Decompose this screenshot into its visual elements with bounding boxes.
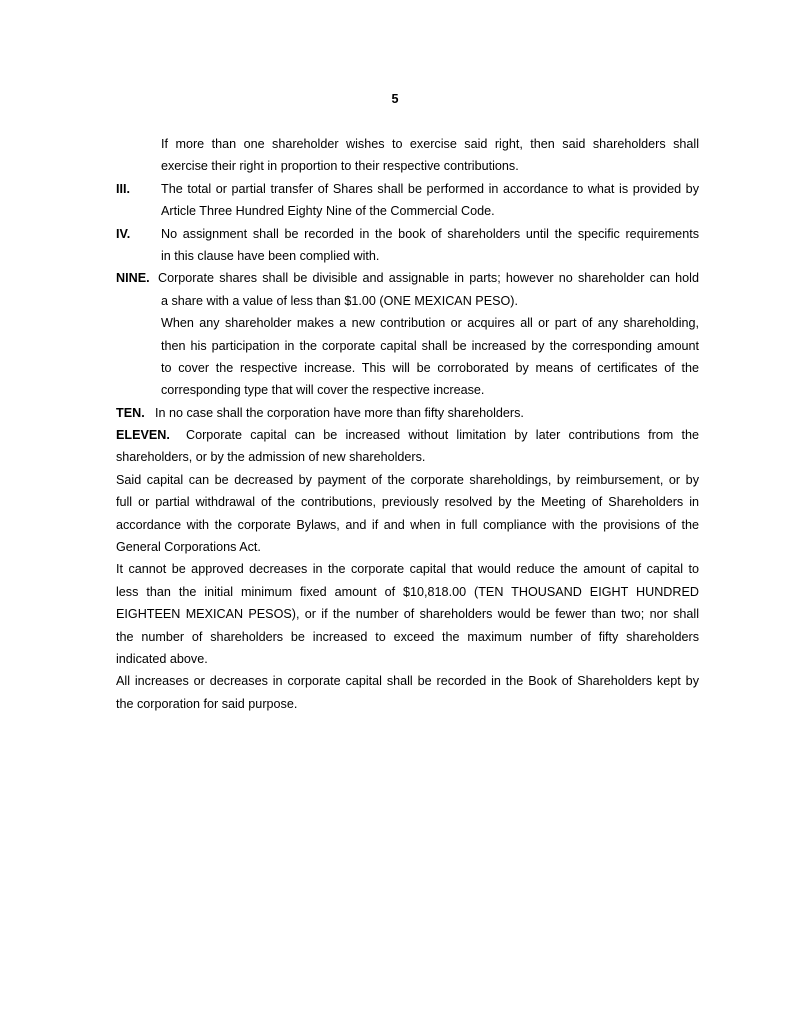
article-ten	[116, 402, 699, 424]
text-line: the number of shareholders be increased to exceed the maximum number of fifty shareholders	[116, 629, 699, 644]
text-line: to cover the respective increase. This will be corroborated by means of certificates of the	[161, 360, 699, 375]
text-line: full or partial withdrawal of the contributions, previously resolved by the Meeting of Shareholders in	[116, 495, 699, 510]
text-line: If more than one shareholder wishes to exercise said right, then said shareholders shall	[161, 137, 699, 151]
text-line: When any shareholder makes a new contribution or acquires all or part of any shareholding,	[161, 316, 699, 331]
text-line: indicated above.	[116, 651, 208, 666]
article-label: NINE.	[116, 271, 150, 286]
text-line: EIGHTEEN MEXICAN PESOS), or if the number of shareholders would be fewer than two; nor shall	[116, 607, 699, 622]
text-line: It cannot be approved decreases in the corporate capital that would reduce the amount of capital to	[116, 562, 699, 577]
text-line: corresponding type that will cover the respective increase.	[161, 383, 485, 398]
text-line: then his participation in the corporate capital shall be increased by the corresponding amount	[161, 338, 699, 353]
page-number: 5	[391, 92, 399, 106]
text-line: Said capital can be decreased by payment of the corporate shareholdings, by reimbursement, or by	[116, 472, 699, 487]
article-label: ELEVEN.	[116, 428, 170, 443]
text-line: No assignment shall be recorded in the book of shareholders until the specific requirements	[161, 226, 699, 241]
clause-iv	[116, 223, 699, 245]
text-line: a share with a value of less than $1.00 (ONE MEXICAN PESO).	[161, 293, 518, 308]
text-line: Article Three Hundred Eighty Nine of the Commercial Code.	[161, 204, 495, 219]
text-line: Corporate shares shall be divisible and assignable in parts; however no shareholder can hold	[158, 271, 699, 286]
text-line: The total or partial transfer of Shares shall be performed in accordance to what is provided by	[161, 181, 699, 196]
clause-iii	[116, 178, 699, 200]
article-label: TEN.	[116, 405, 145, 420]
document-body	[116, 133, 699, 715]
clause-label: IV.	[116, 226, 131, 241]
text-line: less than the initial minimum fixed amount of $10,818.00 (TEN THOUSAND EIGHT HUNDRED	[116, 584, 699, 599]
text-line: accordance with the corporate Bylaws, and if and when in full compliance with the provisions of the	[116, 517, 699, 532]
clause-label: III.	[116, 181, 130, 196]
text-line: in this clause have been complied with.	[161, 248, 380, 263]
text-line: In no case shall the corporation have more than fifty shareholders.	[155, 405, 524, 420]
text-line: General Corporations Act.	[116, 540, 261, 555]
text-line: exercise their right in proportion to their respective contributions.	[161, 159, 519, 174]
text-line: Corporate capital can be increased without limitation by later contributions from the	[186, 428, 699, 443]
text-line: All increases or decreases in corporate capital shall be recorded in the Book of Shareholders kept by	[116, 674, 699, 689]
article-eleven	[116, 424, 699, 446]
article-nine	[116, 267, 699, 289]
text-line: shareholders, or by the admission of new shareholders.	[116, 450, 426, 465]
text-line: the corporation for said purpose.	[116, 696, 298, 711]
